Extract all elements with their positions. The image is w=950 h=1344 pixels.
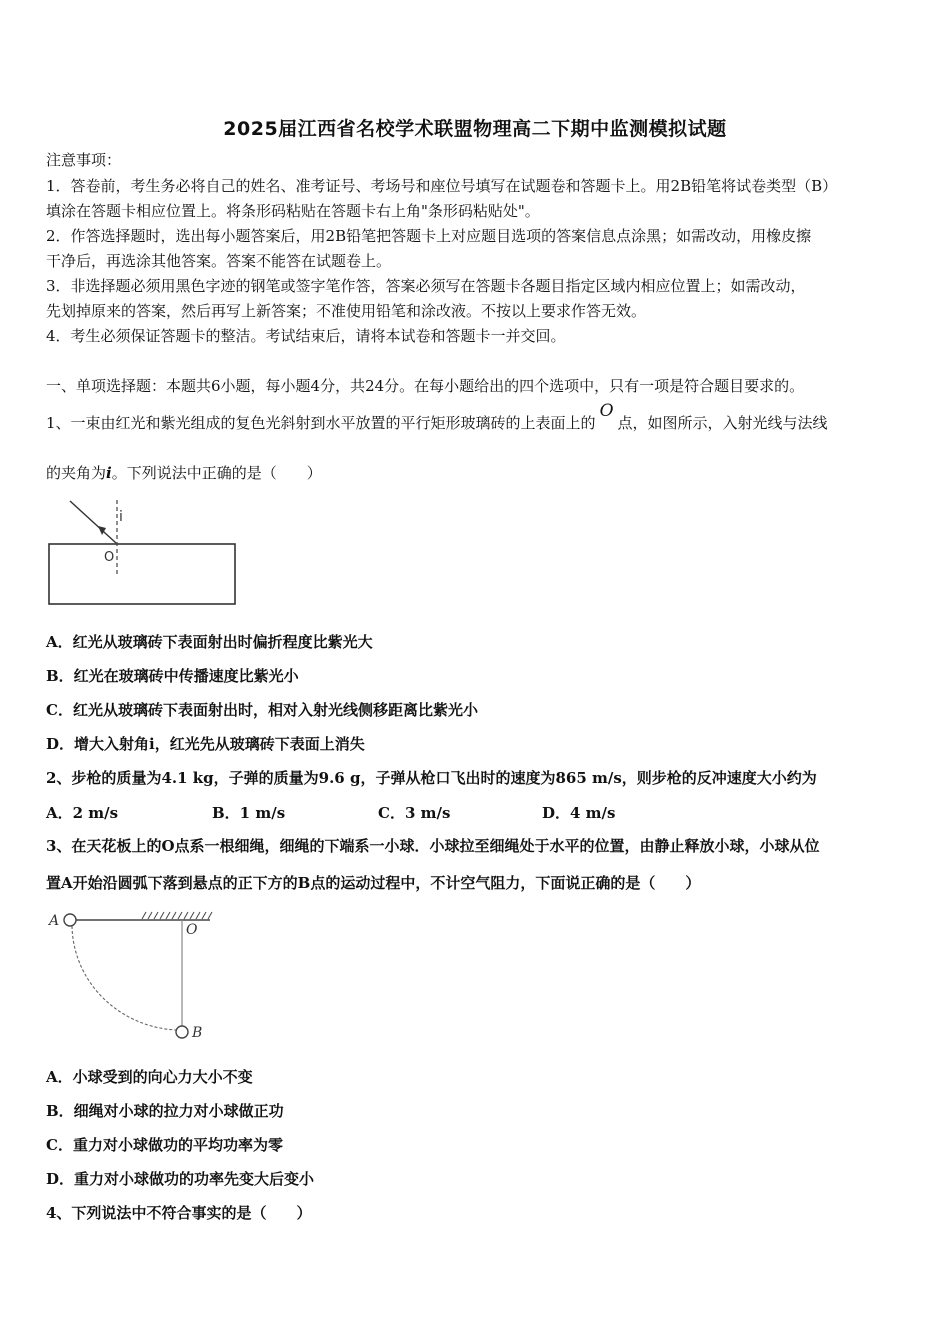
question-3-stem-line1: 3、在天花板上的O点系一根细绳，细绳的下端系一小球．小球拉至细绳处于水平的位置，由静止释放小球，小球从位 bbox=[46, 837, 820, 855]
q3-option-a: A．小球受到的向心力大小不变 bbox=[46, 1068, 253, 1086]
q1-angle-symbol: i bbox=[106, 464, 112, 482]
page-title: 2025届江西省名校学术联盟物理高二下期中监测模拟试题 bbox=[223, 118, 727, 140]
ceiling-hatch bbox=[142, 912, 212, 919]
section-heading: 一、单项选择题：本题共6小题，每小题4分，共24分。在每小题给出的四个选项中，只有一项是符合题目要求的。 bbox=[46, 377, 805, 395]
angle-label: i bbox=[119, 509, 123, 525]
ball-b bbox=[176, 1026, 188, 1038]
q1-stem-part2: 点，如图所示，入射光线与法线 bbox=[617, 414, 828, 432]
label-o: O bbox=[186, 922, 198, 938]
q2-option-a: A．2 m/s bbox=[46, 804, 119, 822]
q1-point-symbol: O bbox=[599, 401, 614, 421]
q2-option-b: B．1 m/s bbox=[212, 804, 286, 822]
notice-heading: 注意事项： bbox=[46, 151, 122, 169]
label-b: B bbox=[192, 1025, 203, 1041]
notice-line: 4．考生必须保证答题卡的整洁。考试结束后，请将本试卷和答题卡一并交回。 bbox=[46, 327, 566, 345]
q1-stem-part1: 1、一束由红光和紫光组成的复色光斜射到水平放置的平行矩形玻璃砖的上表面上的 bbox=[46, 414, 596, 432]
q3-figure bbox=[44, 906, 224, 1046]
glass-block bbox=[49, 544, 235, 604]
point-label: O bbox=[104, 550, 115, 565]
arc-path bbox=[72, 926, 176, 1030]
q3-option-c: C．重力对小球做功的平均功率为零 bbox=[46, 1136, 283, 1154]
q3-option-d: D．重力对小球做功的功率先变大后变小 bbox=[46, 1170, 315, 1188]
question-2-stem: 2、步枪的质量为4.1 kg，子弹的质量为9.6 g，子弹从枪口飞出时的速度为865 m/s，则步枪的反冲速度大小约为 bbox=[46, 769, 817, 787]
question-3-stem-line2: 置A开始沿圆弧下落到悬点的正下方的B点的运动过程中，不计空气阻力，下面说正确的是（ ） bbox=[46, 874, 701, 892]
label-a: A bbox=[49, 913, 60, 929]
q1-option-c: C．红光从玻璃砖下表面射出时，相对入射光线侧移距离比紫光小 bbox=[46, 701, 478, 719]
q2-option-d: D．4 m/s bbox=[542, 804, 616, 822]
ball-a bbox=[64, 914, 76, 926]
incident-ray bbox=[70, 501, 116, 543]
q3-option-b: B．细绳对小球的拉力对小球做正功 bbox=[46, 1102, 284, 1120]
q1-option-a: A．红光从玻璃砖下表面射出时偏折程度比紫光大 bbox=[46, 633, 373, 651]
question-4-stem: 4、下列说法中不符合事实的是（ ） bbox=[46, 1204, 312, 1222]
q1-option-b: B．红光在玻璃砖中传播速度比紫光小 bbox=[46, 667, 299, 685]
q2-options bbox=[46, 802, 746, 822]
notice-line: 先划掉原来的答案，然后再写上新答案；不准使用铅笔和涂改液。不按以上要求作答无效。 bbox=[46, 302, 647, 320]
notice-line: 2．作答选择题时，选出每小题答案后，用2B铅笔把答题卡上对应题目选项的答案信息点涂黑；如需改动，用橡皮擦 bbox=[46, 227, 812, 245]
question-1-stem bbox=[46, 401, 828, 433]
question-1-stem-line2 bbox=[46, 463, 322, 483]
q1-option-d: D．增大入射角i，红光先从玻璃砖下表面上消失 bbox=[46, 735, 365, 753]
q2-option-c: C．3 m/s bbox=[378, 804, 451, 822]
q1-stem-line2-part1: 的夹角为 bbox=[46, 464, 107, 482]
notice-line: 干净后，再选涂其他答案。答案不能答在试题卷上。 bbox=[46, 252, 392, 270]
notice-line: 填涂在答题卡相应位置上。将条形码粘贴在答题卡右上角"条形码粘贴处"。 bbox=[46, 202, 540, 220]
notice-line: 1．答卷前，考生务必将自己的姓名、准考证号、考场号和座位号填写在试题卷和答题卡上。用2B铅笔将试卷类型（B） bbox=[46, 177, 838, 195]
q1-figure bbox=[40, 495, 250, 610]
q1-stem-line2-part2: 。下列说法中正确的是（ ） bbox=[111, 464, 322, 482]
notice-line: 3．非选择题必须用黑色字迹的钢笔或签字笔作答，答案必须写在答题卡各题目指定区域内相应位置上；如需改动， bbox=[46, 277, 806, 295]
